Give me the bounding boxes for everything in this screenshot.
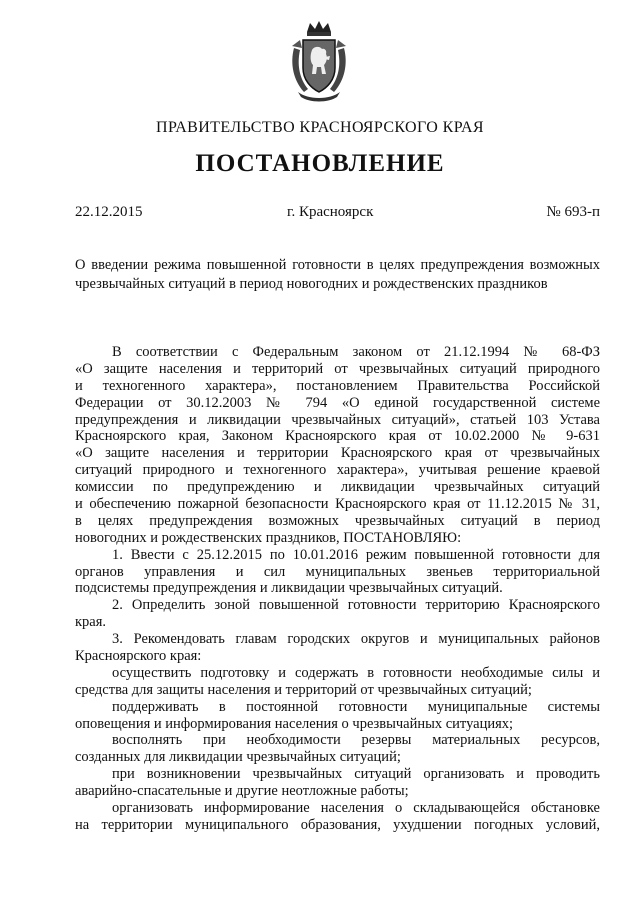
body-line: на территории муниципального образования, ухудшении погодных условий, — [75, 816, 600, 833]
body-line: ситуаций природного и техногенного характера», учитывая решение краевой — [75, 462, 600, 479]
document-date: 22.12.2015 — [75, 204, 143, 220]
body-line: и обеспечению пожарной безопасности Красноярского края от 11.12.2015 № 31, — [75, 496, 600, 513]
body-line: «О защите населения и территории Красноярского края от чрезвычайных — [75, 445, 600, 462]
document-subject: О введении режима повышенной готовности в целях предупреждения возможных чрезвычайных ситуаций в период новогодних и рождественских праздников — [75, 257, 600, 292]
body-line: средства для защиты населения и территорий от чрезвычайных ситуаций; — [75, 681, 532, 698]
body-line: и техногенного характера», постановлением Правительства Российской — [75, 377, 600, 394]
body-line: Красноярского края: — [75, 648, 202, 665]
body-line: Красноярского края, Законом Красноярского края от 10.02.2000 № 9-631 — [75, 428, 600, 445]
body-line: комиссии по предупреждению и ликвидации чрезвычайных ситуаций — [75, 479, 600, 496]
body-line: подсистемы предупреждения и ликвидации чрезвычайных ситуаций. — [75, 580, 503, 597]
government-name: ПРАВИТЕЛЬСТВО КРАСНОЯРСКОГО КРАЯ — [156, 119, 484, 136]
body-line: Федерации от 30.12.2003 № 794 «О единой государственной системе — [75, 394, 600, 411]
body-line: оповещения и информирования населения о чрезвычайных ситуациях; — [75, 715, 514, 732]
document-city: г. Красноярск — [287, 204, 374, 220]
document-meta-row — [75, 204, 600, 224]
body-line: при возникновении чрезвычайных ситуаций организовать и проводить — [112, 766, 600, 783]
body-line: 3. Рекомендовать главам городских округов и муниципальных районов — [112, 631, 600, 648]
body-line: организовать информирование населения о складывающейся обстановке — [112, 800, 600, 817]
body-line: органов управления и сил муниципальных звеньев территориальной — [75, 563, 600, 580]
body-line: В соответствии с Федеральным законом от 21.12.1994 № 68-ФЗ — [112, 344, 600, 360]
body-line: осуществить подготовку и содержать в готовности необходимые силы и — [112, 664, 600, 681]
body-line: в целях предупреждения возможных чрезвычайных ситуаций в период — [75, 512, 600, 529]
coat-of-arms-icon — [284, 18, 354, 102]
body-line: предупреждения и ликвидации чрезвычайных ситуаций», статьей 103 Устава — [75, 411, 600, 428]
body-line: восполнять при необходимости резервы материальных ресурсов, — [112, 732, 600, 749]
document-number: № 693-п — [546, 204, 600, 220]
document-type-title: ПОСТАНОВЛЕНИЕ — [195, 150, 445, 177]
body-line: 1. Ввести с 25.12.2015 по 10.01.2016 режим повышенной готовности для — [112, 546, 600, 563]
body-line: созданных для ликвидации чрезвычайных ситуаций; — [75, 749, 401, 766]
body-line: «О защите населения и территорий от чрезвычайных ситуаций природного — [75, 360, 600, 377]
body-line: 2. Определить зоной повышенной готовности территорию Красноярского — [112, 597, 600, 614]
body-line: поддерживать в постоянной готовности муниципальные системы — [112, 698, 600, 715]
document-body — [75, 344, 600, 834]
body-line: новогодних и рождественских праздников, ПОСТАНОВЛЯЮ: — [75, 529, 462, 546]
body-line: аварийно-спасательные и другие неотложные работы; — [75, 783, 409, 800]
body-line: края. — [75, 614, 107, 631]
